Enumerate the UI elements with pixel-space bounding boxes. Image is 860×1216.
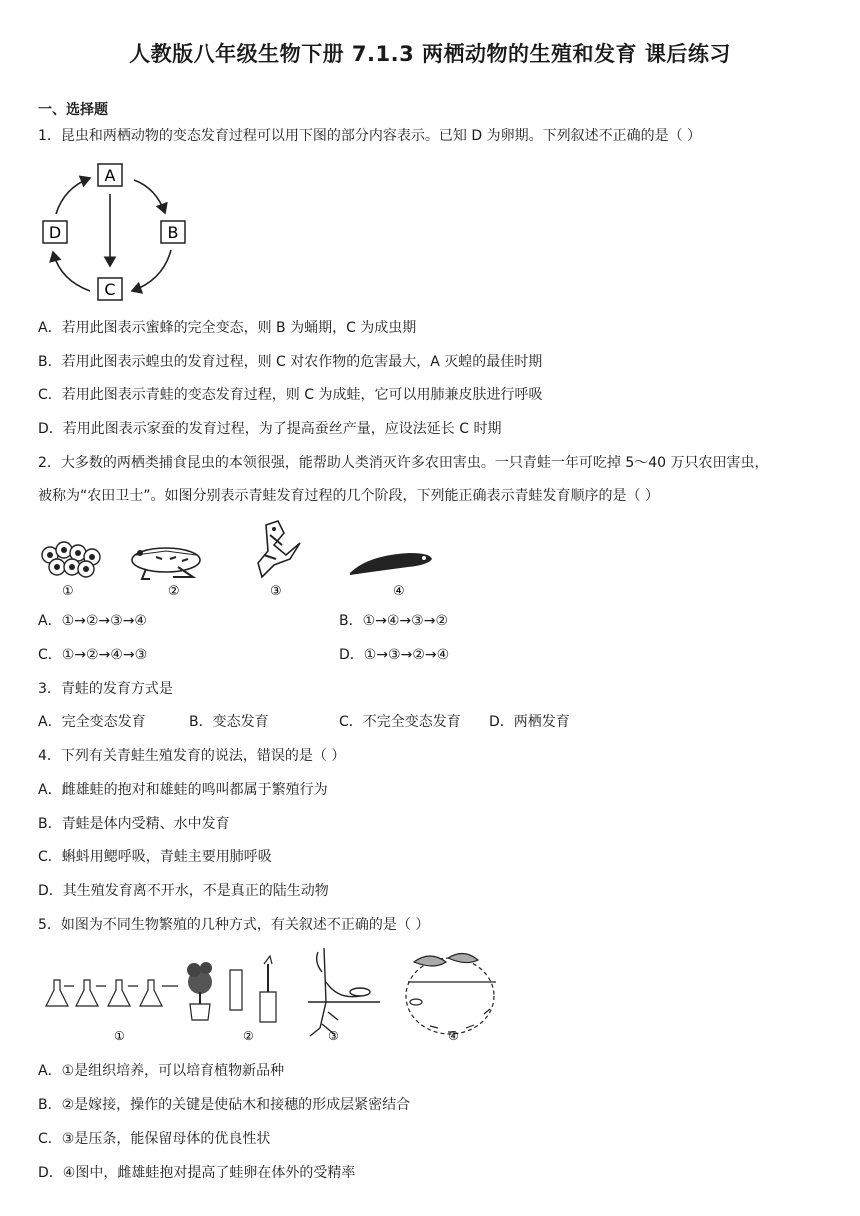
question-1-stem: 1．昆虫和两栖动物的变态发育过程可以用下图的部分内容表示。已知 D 为卵期。下列叙述不正确的是（ ） — [38, 128, 702, 144]
life-cycle-diagram — [38, 158, 198, 306]
section-heading: 一、选择题 — [38, 102, 108, 118]
box-b — [161, 221, 185, 243]
q5-option-c: C．③是压条，能保留母体的优良性状 — [38, 1131, 271, 1147]
frog-eggs-image — [42, 542, 100, 577]
q3-option-a: A．完全变态发育 — [38, 714, 146, 730]
arrow-b-to-c — [132, 250, 171, 291]
q3-option-b: B．变态发育 — [189, 714, 269, 730]
froglet-image — [258, 521, 300, 577]
q1-option-c: C．若用此图表示青蛙的变态发育过程，则 C 为成蛙，它可以用肺兼皮肤进行呼吸 — [38, 387, 543, 403]
layering-image — [308, 948, 380, 1036]
q4-option-a: A．雌雄蛙的抱对和雄蛙的鸣叫都属于繁殖行为 — [38, 782, 328, 798]
q2-option-a: A．①→②→③→④ — [38, 613, 147, 629]
arrow-d-to-a — [56, 178, 90, 214]
fig5-label-4: ④ — [448, 1029, 459, 1043]
page-title: 人教版八年级生物下册 7.1.3 两栖动物的生殖和发育 课后练习 — [129, 42, 731, 66]
tissue-culture-image — [46, 980, 178, 1006]
potted-plant-image — [187, 962, 212, 1020]
fig2-label-3: ③ — [270, 584, 282, 599]
box-b-label: B — [167, 223, 179, 242]
q5-option-a: A．①是组织培养，可以培育植物新品种 — [38, 1063, 285, 1079]
box-c — [98, 278, 122, 300]
q4-option-d: D．其生殖发育离不开水，不是真正的陆生动物 — [38, 883, 329, 899]
adult-frog-image — [132, 548, 200, 579]
frog-life-cycle-image — [406, 953, 496, 1034]
tadpole-image — [350, 553, 432, 575]
q3-option-c: C．不完全变态发育 — [339, 714, 461, 730]
fig2-label-2: ② — [168, 584, 180, 599]
q2-option-d: D．①→③→②→④ — [339, 647, 450, 663]
question-2-stem-line2: 被称为“农田卫士”。如图分别表示青蛙发育过程的几个阶段，下列能正确表示青蛙发育顺序的是（ ） — [38, 488, 659, 504]
q5-option-d: D．④图中，雌雄蛙抱对提高了蛙卵在体外的受精率 — [38, 1165, 356, 1181]
q1-option-b: B．若用此图表示蝗虫的发育过程，则 C 对农作物的危害最大，A 灭蝗的最佳时期 — [38, 354, 543, 370]
arrow-c-to-d — [53, 252, 90, 291]
grafting-image — [230, 956, 276, 1022]
question-4-stem: 4．下列有关青蛙生殖发育的说法，错误的是（ ） — [38, 748, 346, 764]
question-5-stem: 5．如图为不同生物繁殖的几种方式，有关叙述不正确的是（ ） — [38, 917, 430, 933]
q3-option-d: D．两栖发育 — [489, 714, 570, 730]
fig5-label-2: ② — [243, 1029, 254, 1043]
box-a-label: A — [104, 166, 116, 185]
q2-option-c: C．①→②→④→③ — [38, 647, 148, 663]
question-2-stem-line1: 2．大多数的两栖类捕食昆虫的本领很强，能帮助人类消灭许多农田害虫。一只青蛙一年可吃掉 5～40 万只农田害虫， — [38, 455, 769, 471]
q5-option-b: B．②是嫁接，操作的关键是使砧木和接穗的形成层紧密结合 — [38, 1097, 411, 1113]
arrow-a-to-b — [134, 180, 165, 213]
q1-option-a: A．若用此图表示蜜蜂的完全变态，则 B 为蛹期，C 为成虫期 — [38, 320, 417, 336]
box-c-label: C — [104, 280, 116, 299]
fig2-label-1: ① — [62, 584, 74, 599]
q4-option-c: C．蝌蚪用鳃呼吸，青蛙主要用肺呼吸 — [38, 849, 272, 865]
q4-option-b: B．青蛙是体内受精、水中发育 — [38, 816, 230, 832]
q2-option-b: B．①→④→③→② — [339, 613, 448, 629]
q1-option-d: D．若用此图表示家蚕的发育过程，为了提高蚕丝产量，应设法延长 C 时期 — [38, 421, 502, 437]
frog-stages-figure — [38, 515, 448, 600]
fig5-label-3: ③ — [328, 1029, 339, 1043]
question-3-stem: 3．青蛙的发育方式是 — [38, 681, 173, 697]
box-d — [43, 221, 67, 243]
fig5-label-1: ① — [114, 1029, 125, 1043]
box-d-label: D — [48, 223, 62, 242]
reproduction-methods-figure — [38, 942, 508, 1048]
box-a — [98, 164, 122, 186]
fig2-label-4: ④ — [393, 584, 405, 599]
